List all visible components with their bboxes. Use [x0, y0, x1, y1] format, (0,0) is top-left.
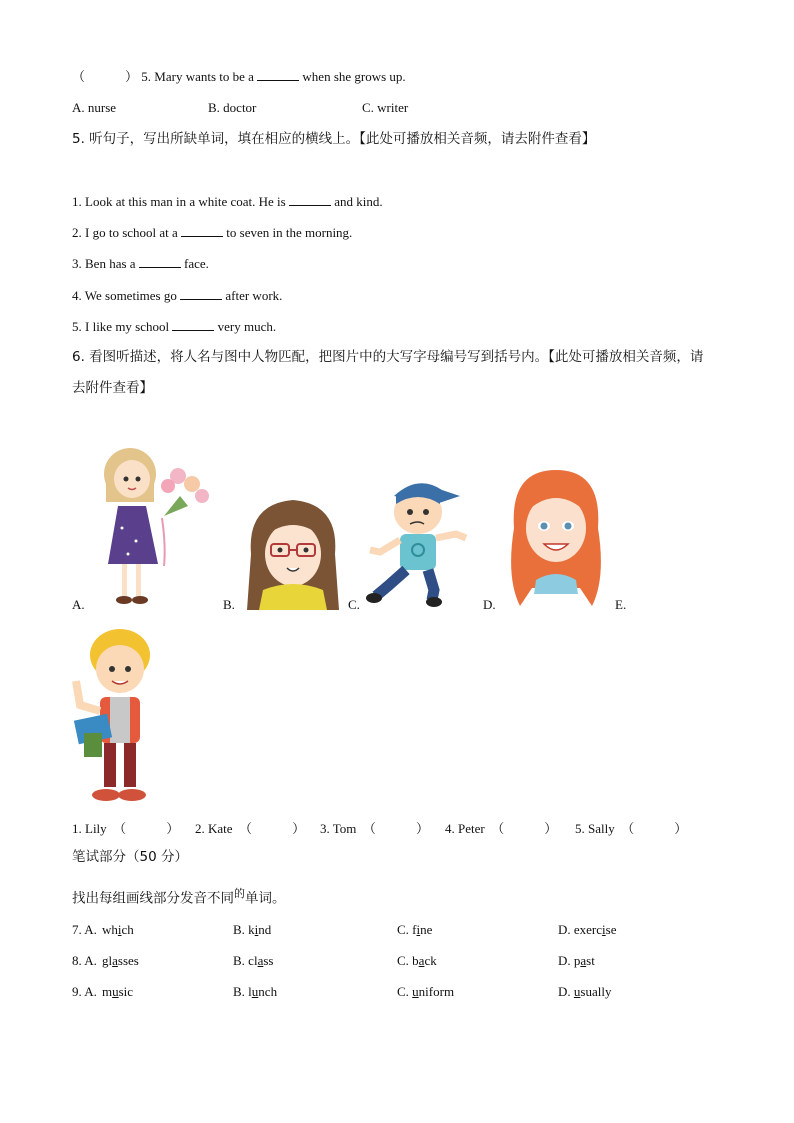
option-letter: C. — [397, 922, 413, 937]
match-tom-paren[interactable]: （ — [362, 821, 376, 836]
phonics-instruction — [72, 886, 286, 907]
word: class — [248, 953, 274, 968]
underlined-letter: a — [580, 953, 587, 968]
match-peter-name: 4. Peter — [445, 821, 485, 836]
sec5-item-2-before: 2. I go to school at a — [72, 225, 178, 240]
underlined-letter: u — [112, 984, 119, 999]
sec5-item-5-blank[interactable] — [172, 318, 214, 331]
match-kate-name: 2. Kate — [195, 821, 233, 836]
phonics-question-9-option-c[interactable] — [397, 984, 454, 1000]
match-sally — [575, 818, 687, 837]
figure-label-d: D. — [483, 597, 496, 612]
red-haired-girl-illustration — [506, 468, 606, 608]
match-lily-name: 1. Lily — [72, 821, 107, 836]
phonics-question-7-option-b[interactable] — [233, 922, 271, 938]
section-6-heading-line1: 6. 看图听描述，将人名与图中人物匹配，把图片中的大写字母编号写到括号内。【此处可播放相关音频，请 — [72, 349, 704, 365]
match-kate — [195, 818, 305, 837]
match-peter-paren[interactable]: （ — [491, 821, 505, 836]
sec5-item-1-before: 1. Look at this man in a white coat. He is — [72, 194, 286, 209]
phonics-question-7-option-d[interactable] — [558, 922, 617, 938]
option-letter: D. — [558, 984, 574, 999]
section-5-heading: 5. 听句子，写出所缺单词，填在相应的横线上。【此处可播放相关音频，请去附件查看】 — [72, 131, 596, 147]
q5-option-b[interactable]: B. doctor — [208, 100, 257, 115]
word: kind — [248, 922, 272, 937]
written-section-title: 笔试部分（50 分） — [72, 849, 188, 865]
word: glasses — [102, 953, 139, 968]
sec5-item-4-before: 4. We sometimes go — [72, 288, 177, 303]
phonics-question-9-number: 9. A. — [72, 984, 97, 999]
underlined-letter: u — [573, 984, 581, 999]
option-letter: D. — [558, 953, 574, 968]
running-boy-illustration — [362, 474, 474, 608]
phonics-question-7-option-a[interactable] — [102, 922, 134, 938]
word: lunch — [248, 984, 278, 999]
sec5-item-2-blank[interactable] — [181, 224, 223, 237]
sec5-item-2 — [72, 224, 352, 241]
sec5-item-4-blank[interactable] — [180, 287, 222, 300]
match-lily — [72, 818, 179, 837]
q5-text-after: when she grows up. — [302, 69, 406, 84]
sec5-item-1-after: and kind. — [334, 194, 383, 209]
match-kate-paren-close: ） — [292, 821, 306, 836]
section-6-heading-line2: 去附件查看】 — [72, 380, 153, 396]
option-letter: C. — [397, 984, 413, 999]
phonics-question-9-option-b[interactable] — [233, 984, 277, 1000]
underlined-letter: a — [257, 953, 264, 968]
match-sally-paren[interactable]: （ — [621, 821, 635, 836]
word: which — [102, 922, 134, 937]
answer-paren-open[interactable]: （ — [72, 69, 86, 84]
sec5-item-2-after: to seven in the morning. — [226, 225, 353, 240]
option-letter: B. — [233, 922, 249, 937]
q5-option-c[interactable]: C. writer — [362, 100, 409, 115]
sec5-item-4-after: after work. — [225, 288, 283, 303]
match-sally-paren-close: ） — [674, 821, 688, 836]
match-tom — [320, 818, 429, 837]
word: uniform — [412, 984, 455, 999]
phonics-question-8-number: 8. A. — [72, 953, 97, 968]
figure-label-a: A. — [72, 597, 85, 612]
sec5-item-1 — [72, 193, 383, 210]
underlined-letter: i — [416, 922, 421, 937]
match-tom-name: 3. Tom — [320, 821, 357, 836]
word: back — [412, 953, 437, 968]
figure-label-b: B. — [223, 597, 235, 612]
phonics-question-9-option-d[interactable] — [558, 984, 611, 1000]
option-letter: C. — [397, 953, 413, 968]
option-letter: D. — [558, 922, 574, 937]
underlined-letter: i — [254, 922, 259, 937]
sec5-item-3-before: 3. Ben has a — [72, 256, 136, 271]
match-kate-paren[interactable]: （ — [239, 821, 253, 836]
match-peter-paren-close: ） — [544, 821, 558, 836]
instruction-part-b: 单词。 — [245, 890, 286, 907]
phonics-question-8-option-d[interactable] — [558, 953, 595, 969]
q5-stem — [72, 68, 406, 85]
q5-blank[interactable] — [257, 68, 299, 81]
phonics-question-7-number: 7. A. — [72, 922, 97, 937]
underlined-letter: u — [412, 984, 419, 999]
underlined-letter: u — [251, 984, 259, 999]
phonics-question-8-option-a[interactable] — [102, 953, 139, 969]
phonics-question-7-option-c[interactable] — [397, 922, 432, 938]
underlined-letter: i — [602, 922, 606, 937]
underlined-letter: a — [418, 953, 425, 968]
sec5-item-5-after: very much. — [217, 319, 277, 334]
match-sally-name: 5. Sally — [575, 821, 615, 836]
option-letter: B. — [233, 984, 249, 999]
sec5-item-3-blank[interactable] — [139, 255, 181, 268]
q5-option-a[interactable]: A. nurse — [72, 100, 117, 115]
phonics-question-8-option-c[interactable] — [397, 953, 437, 969]
match-lily-paren-close: ） — [166, 821, 180, 836]
underlined-letter: a — [112, 953, 118, 968]
match-lily-paren[interactable]: （ — [113, 821, 127, 836]
word: usually — [573, 984, 612, 999]
answer-paren-close: ） — [125, 69, 139, 84]
sec5-item-5-before: 5. I like my school — [72, 319, 170, 334]
q5-text-before: 5. Mary wants to be a — [141, 69, 254, 84]
instruction-superscript: 的 — [234, 887, 245, 900]
word: music — [102, 984, 134, 999]
word: past — [573, 953, 595, 968]
boy-with-book-illustration — [70, 625, 162, 807]
match-tom-paren-close: ） — [415, 821, 429, 836]
match-peter — [445, 818, 557, 837]
figure-label-e: E. — [615, 597, 627, 612]
sec5-item-1-blank[interactable] — [289, 193, 331, 206]
girl-with-flowers-illustration — [92, 446, 216, 606]
option-letter: B. — [233, 953, 249, 968]
sec5-item-5 — [72, 318, 276, 335]
underlined-letter: i — [117, 922, 122, 937]
sec5-item-3 — [72, 255, 209, 272]
girl-with-glasses-illustration — [243, 494, 343, 610]
figure-label-c: C. — [348, 597, 360, 612]
word: fine — [412, 922, 433, 937]
phonics-question-9-option-a[interactable] — [102, 984, 133, 1000]
instruction-part-a: 找出每组画线部分发音不同 — [72, 890, 234, 907]
word: exercise — [573, 922, 617, 937]
sec5-item-3-after: face. — [184, 256, 209, 271]
sec5-item-4 — [72, 287, 282, 304]
phonics-question-8-option-b[interactable] — [233, 953, 273, 969]
